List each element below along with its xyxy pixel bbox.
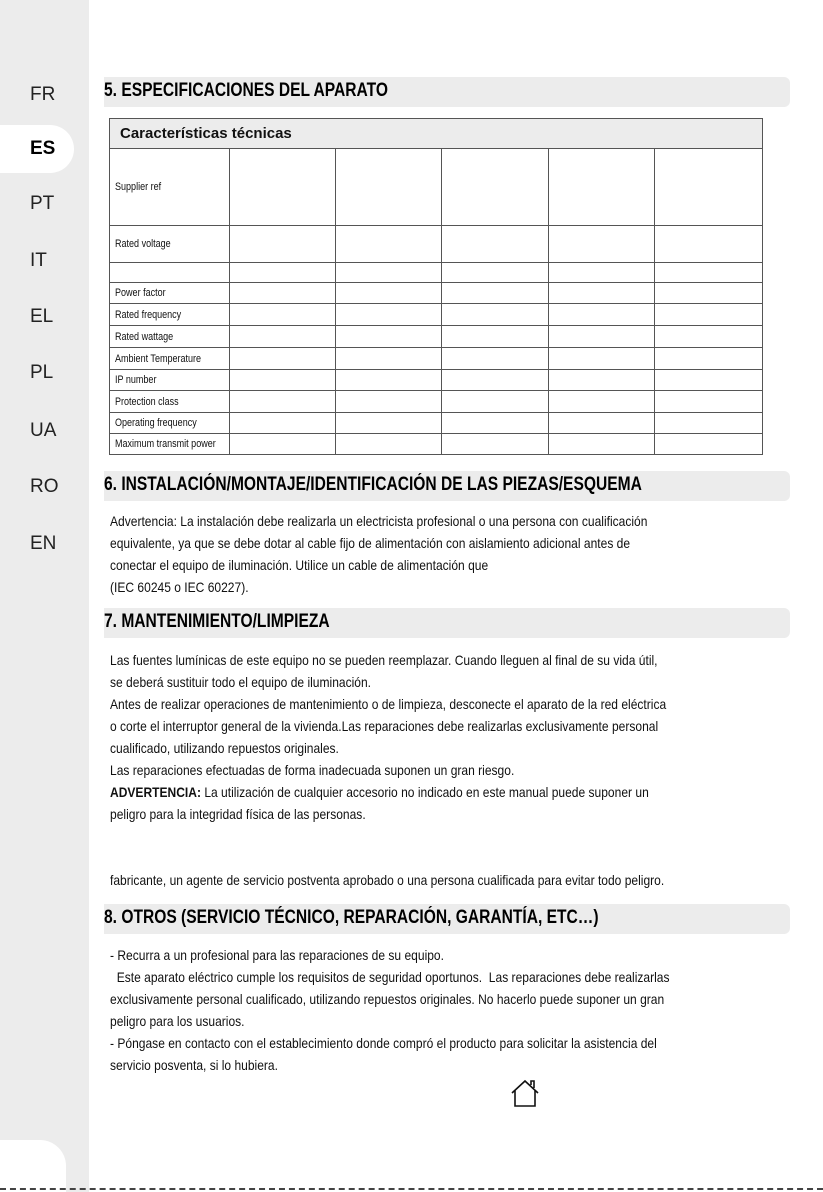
section-7-title: 7. MANTENIMIENTO/LIMPIEZA xyxy=(104,611,330,632)
section-7-header xyxy=(104,608,790,638)
text-line: peligro para los usuarios. xyxy=(110,1013,245,1029)
section-7-text xyxy=(110,649,790,825)
section-8-header xyxy=(104,904,790,934)
language-sidebar: FR ES PT IT EL PL UA RO EN xyxy=(0,0,89,1192)
section-6-title: 6. INSTALACIÓN/MONTAJE/IDENTIFICACIÓN DE LAS PIEZAS/ESQUEMA xyxy=(104,474,642,495)
text-line: peligro para la integridad física de las personas. xyxy=(110,806,366,822)
text-line: cualificado, utilizando repuestos originales. xyxy=(110,740,339,756)
spec-table xyxy=(109,118,763,455)
text-line: servicio posventa, si lo hubiera. xyxy=(110,1057,278,1073)
row-label: Maximum transmit power xyxy=(110,434,230,455)
text-line: equivalente, ya que se debe dotar al cable fijo de alimentación con aislamiento adicional antes de xyxy=(110,535,631,551)
section-6-text xyxy=(110,510,790,598)
text-line: (IEC 60245 o IEC 60227). xyxy=(110,579,249,595)
page-bottom-border xyxy=(0,1188,823,1190)
home-icon xyxy=(509,1078,541,1108)
warning-text: La utilización de cualquier accesorio no indicado en este manual puede suponer un xyxy=(200,784,649,800)
text-line: Antes de realizar operaciones de mantenimiento o de limpieza, desconecte el aparato de la red eléctrica xyxy=(110,696,667,712)
text-line: conectar el equipo de iluminación. Utilice un cable de alimentación que xyxy=(110,557,489,573)
text-line: - Póngase en contacto con el establecimiento donde compró el producto para solicitar la asistencia del xyxy=(110,1035,657,1051)
row-label: Ambient Temperature xyxy=(110,348,230,370)
spec-table-title: Características técnicas xyxy=(110,119,763,149)
text-line: exclusivamente personal cualificado, utilizando repuestos originales. No hacerlo puede suponer un gran xyxy=(110,991,665,1007)
row-label: Rated frequency xyxy=(110,304,230,326)
text-line: Advertencia: La instalación debe realizarla un electricista profesional o una persona con cualificación xyxy=(110,513,648,529)
text-line: o corte el interruptor general de la vivienda.Las reparaciones debe realizarlas exclusivamente personal xyxy=(110,718,659,734)
section-6-header xyxy=(104,471,790,501)
section-8-title: 8. OTROS (SERVICIO TÉCNICO, REPARACIÓN, GARANTÍA, ETC…) xyxy=(104,907,599,928)
warning-label: ADVERTENCIA: xyxy=(110,784,201,800)
text-line: Este aparato eléctrico cumple los requisitos de seguridad oportunos. Las reparaciones debe realizarlas xyxy=(110,969,670,985)
row-label: Protection class xyxy=(110,391,230,413)
row-label: IP number xyxy=(110,370,230,391)
row-label: Rated voltage xyxy=(110,226,230,263)
section-5-header xyxy=(104,77,790,107)
section-8-text xyxy=(110,944,790,1076)
row-label: Operating frequency xyxy=(110,413,230,434)
text-line: Las reparaciones efectuadas de forma inadecuada suponen un gran riesgo. xyxy=(110,762,515,778)
sidebar-bottom-tab xyxy=(0,1140,66,1192)
section-7-extra xyxy=(110,869,790,891)
section-5-title: 5. ESPECIFICACIONES DEL APARATO xyxy=(104,80,388,101)
row-label xyxy=(110,263,230,283)
row-label: Power factor xyxy=(110,283,230,304)
text-line: Las fuentes lumínicas de este equipo no se pueden reemplazar. Cuando lleguen al final de su vida útil, xyxy=(110,652,658,668)
row-label: Supplier ref xyxy=(110,149,230,226)
text-line: fabricante, un agente de servicio postventa aprobado o una persona cualificada para evitar todo peligro. xyxy=(110,872,665,888)
text-line: - Recurra a un profesional para las reparaciones de su equipo. xyxy=(110,947,444,963)
lang-es[interactable]: ES xyxy=(0,125,74,173)
warning-line xyxy=(110,781,695,803)
text-line: se deberá sustituir todo el equipo de iluminación. xyxy=(110,674,372,690)
row-label: Rated wattage xyxy=(110,326,230,348)
